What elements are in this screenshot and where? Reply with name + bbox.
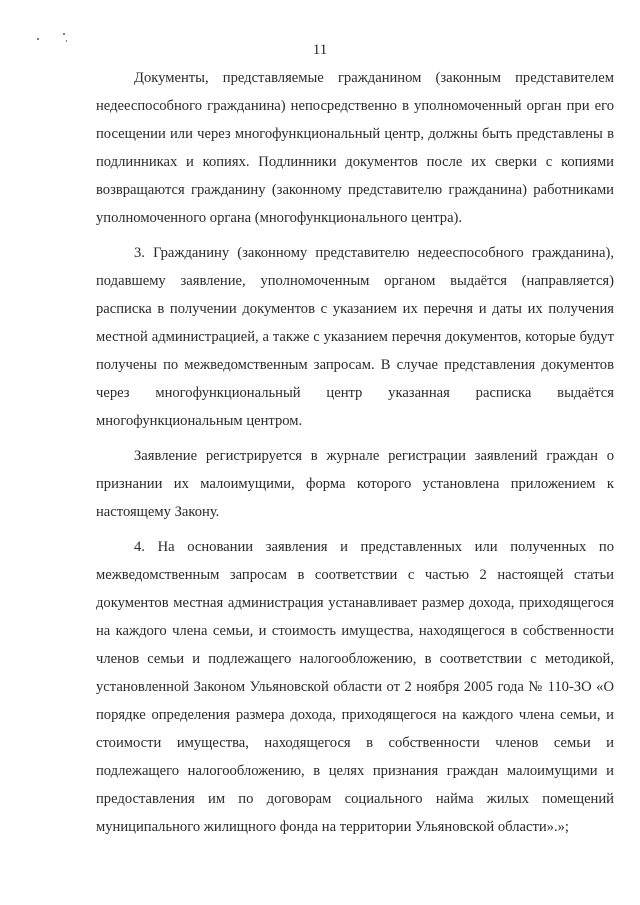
paragraph-item-3-receipt: 3. Гражданину (законному представителю недееспособного гражданина), подавшему заявление, уполномоченным органом выдаётся (направляется) расписка в получении документов с указанием их перечня и даты их получения местной администрацией, а также с указанием перечня документов, которые будут получены по межведомственным запросам. В случае представления документов через многофункциональный центр указанная расписка выдаётся многофункциональным центром. [96, 245, 614, 429]
paragraph-application-registration: Заявление регистрируется в журнале регистрации заявлений граждан о признании их малоимущими, форма которого установлена приложением к настоящему Закону. [96, 448, 614, 520]
body-text [96, 64, 614, 848]
paragraph-documents-submission: Документы, представляемые гражданином (законным представителем недееспособного гражданина) непосредственно в уполномоченный орган при его посещении или через многофункциональный центр, должны быть представлены в подлинниках и копиях. Подлинники документов после их сверки с копиями возвращаются гражданину (законному представителю гражданина) работниками уполномоченного органа (многофункционального центра). [96, 70, 614, 226]
scan-speck [63, 33, 65, 35]
paragraph-item-4-income-assessment: 4. На основании заявления и представленных или полученных по межведомственным запросам в соответствии с частью 2 настоящей статьи документов местная администрация устанавливает размер дохода, приходящегося на каждого члена семьи, и стоимость имущества, находящегося в собственности членов семьи и подлежащего налогообложению, в соответствии с методикой, установленной Законом Ульяновской области от 2 ноября 2005 года № 110-ЗО «О порядке определения размера дохода, приходящегося на каждого члена семьи, и стоимости имущества, находящегося в собственности членов семьи и подлежащего налогообложению, в целях признания граждан малоимущими и предоставления им по договорам социального найма жилых помещений муниципального жилищного фонда на территории Ульяновской области».»; [96, 539, 614, 835]
page-number: 11 [312, 42, 328, 58]
